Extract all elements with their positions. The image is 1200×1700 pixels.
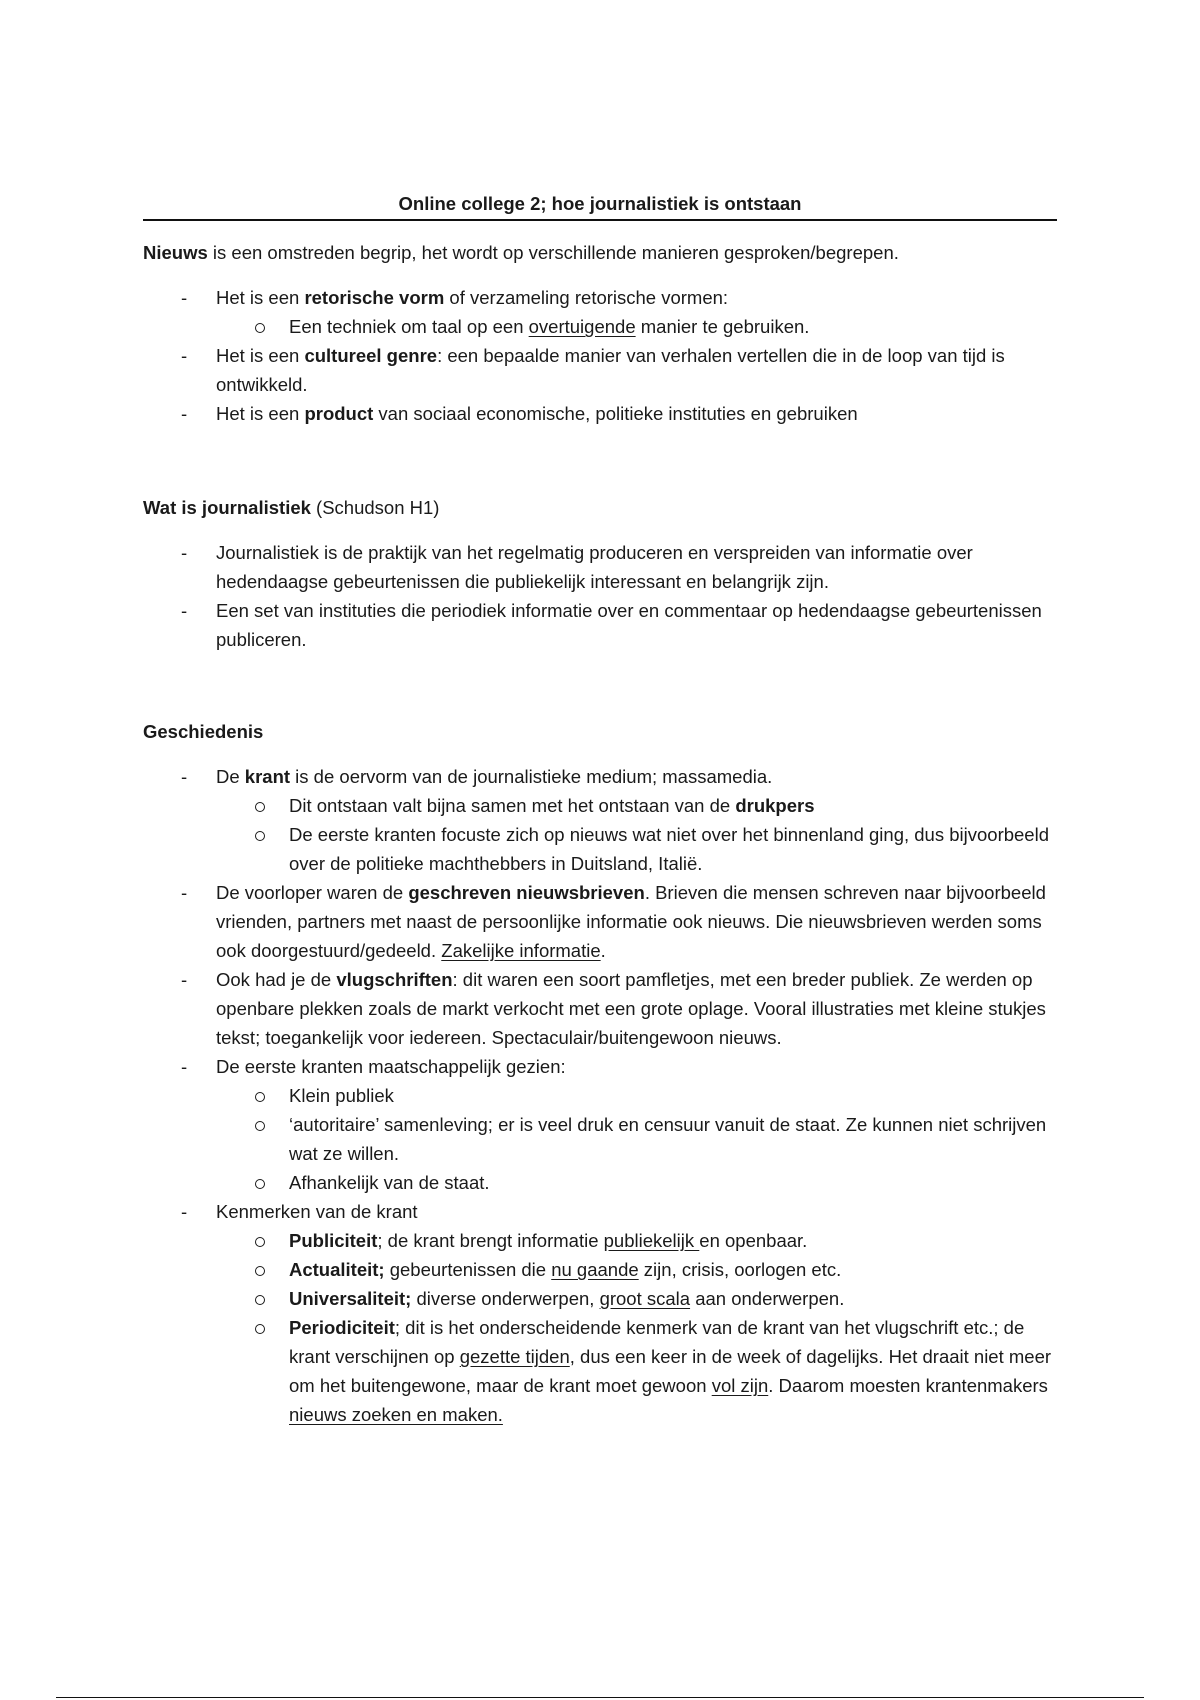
list-item xyxy=(143,965,1063,1052)
sub-list-item: Afhankelijk van de staat. xyxy=(143,1168,1063,1197)
list-item xyxy=(143,399,1063,428)
list-item xyxy=(143,283,1063,341)
intro-list xyxy=(143,283,1063,428)
intro-term: Nieuws xyxy=(143,242,208,263)
sub-list-item xyxy=(143,791,1063,820)
bold-text: Universaliteit; xyxy=(289,1288,412,1309)
text: Het is een xyxy=(216,345,305,366)
bold-text: vlugschriften xyxy=(336,969,453,990)
text: : een bepaalde manier van verhalen vertellen die in de loop van tijd is ontwikkeld. xyxy=(216,345,1005,395)
text: Dit ontstaan valt bijna samen met het ontstaan van de xyxy=(289,795,736,816)
list-item xyxy=(143,878,1063,965)
text: . Brieven die mensen schreven naar bijvoorbeeld vrienden, partners met naast de persoonlijke informatie ook nieuws. Die nieuwsbrieven werden soms ook doorgestuurd/gedeeld. xyxy=(216,882,1046,961)
list-item xyxy=(143,341,1063,399)
sub-list-item xyxy=(143,1313,1063,1429)
text: is de oervorm van de journalistieke medium; massamedia. xyxy=(290,766,773,787)
geschiedenis-list xyxy=(143,762,1063,1429)
underlined-text: vol zijn xyxy=(711,1375,769,1396)
text: De xyxy=(216,766,245,787)
text: en openbaar. xyxy=(699,1230,808,1251)
text: . Daarom moesten krantenmakers xyxy=(768,1375,1048,1396)
title-underline xyxy=(143,219,1057,221)
text: diverse onderwerpen, xyxy=(411,1288,600,1309)
underlined-text: groot scala xyxy=(599,1288,691,1309)
page-title: Online college 2; hoe journalistiek is ontstaan xyxy=(398,193,802,214)
section-heading: Geschiedenis xyxy=(143,721,264,742)
journalistiek-list xyxy=(143,538,1063,654)
text: zijn, crisis, oorlogen etc. xyxy=(638,1259,842,1280)
text: manier te gebruiken. xyxy=(635,316,810,337)
list-item xyxy=(143,1052,1063,1197)
intro-section xyxy=(143,238,1063,267)
bold-text: krant xyxy=(244,766,291,787)
sub-list-item xyxy=(143,1284,1063,1313)
text: aan onderwerpen. xyxy=(690,1288,845,1309)
text: Kenmerken van de krant xyxy=(216,1201,418,1222)
underlined-text: nu gaande xyxy=(551,1259,639,1280)
text: gebeurtenissen die xyxy=(384,1259,552,1280)
bold-text: Publiciteit xyxy=(289,1230,378,1251)
underlined-text: overtuigende xyxy=(528,316,636,337)
bold-text: retorische vorm xyxy=(304,287,445,308)
bold-text: product xyxy=(304,403,374,424)
section-heading-journalistiek xyxy=(143,493,1063,522)
list-item xyxy=(143,762,1063,878)
text: Ook had je de xyxy=(216,969,337,990)
bold-text: Periodiciteit xyxy=(289,1317,395,1338)
section-heading: Wat is journalistiek xyxy=(143,497,311,518)
text: of verzameling retorische vormen: xyxy=(444,287,729,308)
sub-list-item xyxy=(143,1255,1063,1284)
intro-paragraph xyxy=(143,238,1063,267)
sub-list-item: De eerste kranten focuste zich op nieuws wat niet over het binnenland ging, dus bijvoorbeeld over de politieke machthebbers in Duitsland, Italië. xyxy=(143,820,1063,878)
text: . xyxy=(600,940,606,961)
text: Een techniek om taal op een xyxy=(289,316,529,337)
underlined-text: Zakelijke informatie xyxy=(441,940,601,961)
text: ; de krant brengt informatie xyxy=(377,1230,604,1251)
bold-text: geschreven nieuwsbrieven xyxy=(408,882,645,903)
bold-text: Actualiteit; xyxy=(289,1259,385,1280)
text: Het is een xyxy=(216,403,305,424)
section-heading-geschiedenis xyxy=(143,717,1063,746)
heading-note: (Schudson H1) xyxy=(310,497,440,518)
bold-text: drukpers xyxy=(735,795,815,816)
bold-text: cultureel genre xyxy=(304,345,438,366)
sub-list-item: ‘autoritaire’ samenleving; er is veel druk en censuur vanuit de staat. Ze kunnen niet schrijven wat ze willen. xyxy=(143,1110,1063,1168)
underlined-text: gezette tijden xyxy=(459,1346,570,1367)
sub-list-item xyxy=(143,1226,1063,1255)
text: Het is een xyxy=(216,287,305,308)
intro-text: is een omstreden begrip, het wordt op verschillende manieren gesproken/begrepen. xyxy=(207,242,899,263)
text: van sociaal economische, politieke instituties en gebruiken xyxy=(373,403,858,424)
text: De voorloper waren de xyxy=(216,882,409,903)
underlined-text: publiekelijk xyxy=(603,1230,700,1251)
text: , dus een keer in de week of dagelijks. Het draait niet meer om het buitengewone, maar de krant moet gewoon xyxy=(289,1346,1052,1396)
list-item xyxy=(143,1197,1063,1429)
sub-list-item: Klein publiek xyxy=(143,1081,1063,1110)
sub-list-item xyxy=(143,312,1063,341)
list-item: - Een set van instituties die periodiek informatie over en commentaar op hedendaagse gebeurtenissen publiceren. xyxy=(143,596,1063,654)
underlined-text: nieuws zoeken en maken. xyxy=(289,1404,503,1425)
list-item: - Journalistiek is de praktijk van het regelmatig produceren en verspreiden van informatie over hedendaagse gebeurtenissen die publiekelijk interessant en belangrijk zijn. xyxy=(143,538,1063,596)
text: ; dit is het onderscheidende kenmerk van de krant van het vlugschrift etc.; de krant verschijnen op xyxy=(289,1317,1025,1367)
text: De eerste kranten maatschappelijk gezien: xyxy=(216,1056,566,1077)
text: : dit waren een soort pamfletjes, met een breder publiek. Ze werden op openbare plekken zoals de markt verkocht met een grote oplage. Vooral illustraties met kleine stukjes tekst; toegankelijk voor iedereen. Spectaculair/buitengewoon nieuws. xyxy=(216,969,1046,1048)
footer-rule xyxy=(56,1697,1144,1698)
